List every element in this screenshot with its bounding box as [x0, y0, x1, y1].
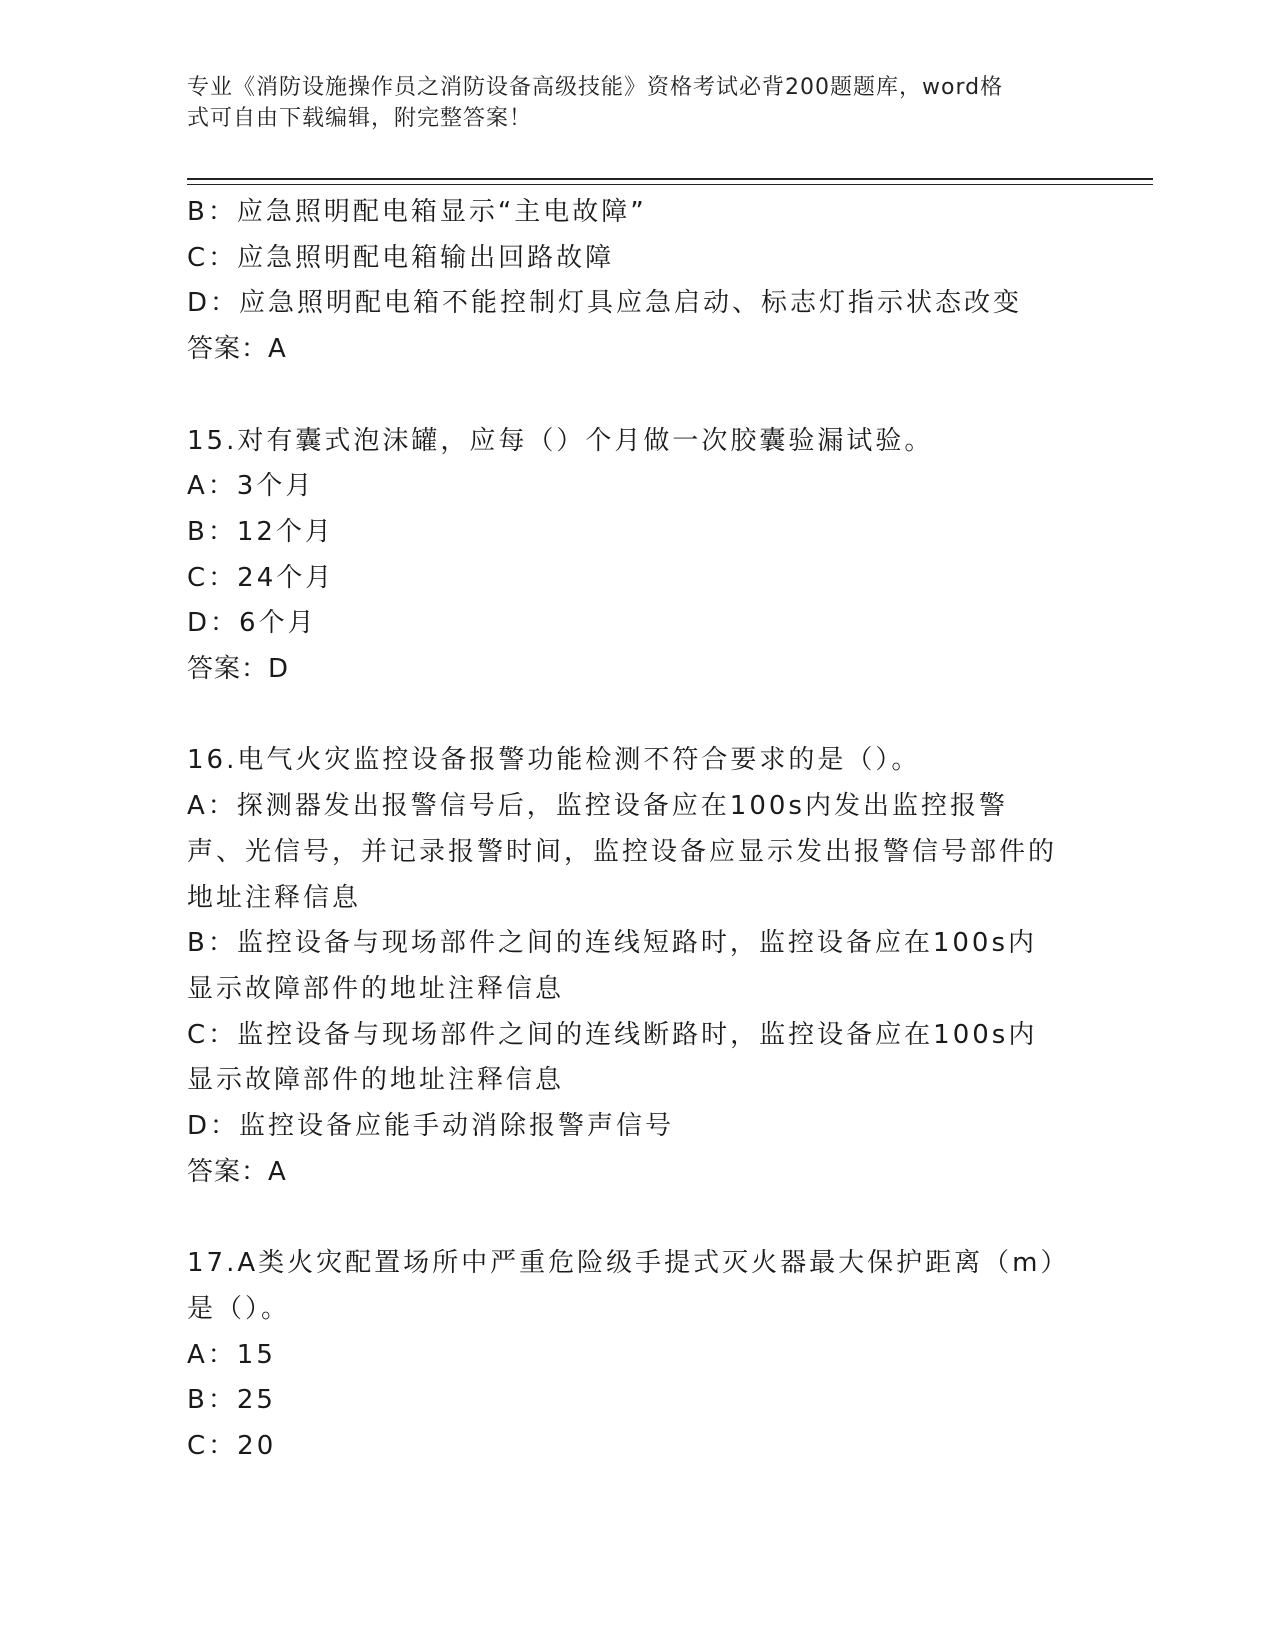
header-divider-thin [187, 184, 1153, 185]
option-c: C：监控设备与现场部件之间的连线断路时，监控设备应在100s内显示故障部件的地址注释信息 [187, 1019, 1038, 1096]
answer: 答案：D [187, 654, 290, 685]
question-17 [187, 1241, 1087, 1470]
header-line-2: 式可自由下载编辑，附完整答案！ [187, 106, 533, 131]
option-a: A：3个月 [187, 471, 315, 502]
header-divider-thick [187, 178, 1153, 180]
option-a: A：15 [187, 1339, 276, 1370]
spacer [187, 693, 1087, 739]
option-b: B：12个月 [187, 516, 334, 547]
option-d: D：6个月 [187, 608, 317, 639]
option-d: D：应急照明配电箱不能控制灯具应急启动、标志灯指示状态改变 [187, 288, 1023, 319]
option-b: B：25 [187, 1385, 276, 1416]
question-stem: 17.A类火灾配置场所中严重危险级手提式灭火器最大保护距离（m）是（）。 [187, 1248, 1057, 1324]
spacer [187, 373, 1087, 419]
option-c: C：20 [187, 1430, 277, 1461]
document-header [187, 72, 1067, 134]
question-stem: 15.对有囊式泡沫罐，应每（）个月做一次胶囊验漏试验。 [187, 425, 934, 456]
option-b: B：应急照明配电箱显示“主电故障” [187, 197, 647, 227]
question-stem: 16.电气火灾监控设备报警功能检测不符合要求的是（）。 [187, 745, 921, 776]
option-c: C：24个月 [187, 562, 335, 593]
option-d: D：监控设备应能手动消除报警声信号 [187, 1111, 675, 1142]
question-list [187, 190, 1087, 1470]
question-14-continuation [187, 190, 1087, 373]
question-16 [187, 738, 1087, 1195]
answer: 答案：A [187, 1156, 287, 1187]
answer: 答案：A [187, 334, 287, 365]
option-b: B：监控设备与现场部件之间的连线短路时，监控设备应在100s内显示故障部件的地址注释信息 [187, 928, 1038, 1004]
spacer [187, 1195, 1087, 1241]
question-15 [187, 419, 1087, 693]
option-c: C：应急照明配电箱输出回路故障 [187, 242, 615, 273]
option-a: A：探测器发出报警信号后，监控设备应在100s内发出监控报警声、光信号，并记录报警时间，监控设备应显示发出报警信号部件的地址注释信息 [187, 791, 1058, 913]
header-line-1: 专业《消防设施操作员之消防设备高级技能》资格考试必背200题题库，word格 [187, 75, 1004, 100]
